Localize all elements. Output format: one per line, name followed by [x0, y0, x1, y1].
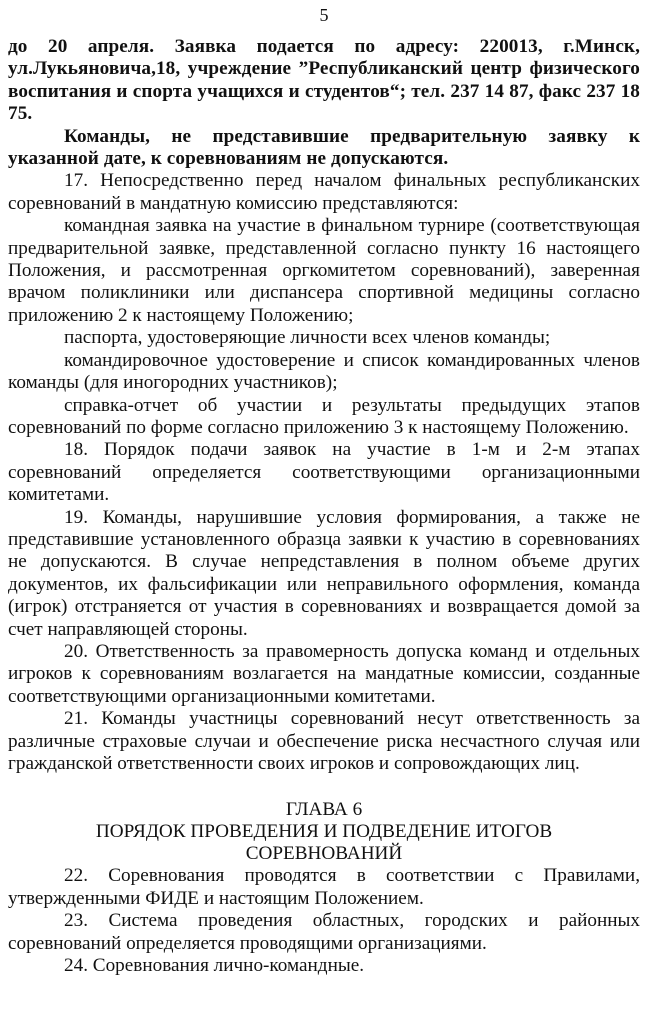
paragraph-17-item-travel-certificate: командировочное удостоверение и список командированных членов команды (для иногородних участников);: [8, 349, 640, 394]
chapter-title-line-1: ПОРЯДОК ПРОВЕДЕНИЯ И ПОДВЕДЕНИЕ ИТОГОВ: [95, 821, 553, 843]
lead-paragraph: до 20 апреля. Заявка подается по адресу: 220013, г.Минск, ул.Лукьяновича,18, учреждение ”Республиканский центр физического воспитания и спорта учащихся и студентов“; тел. 237 14 87, факс 237 18 75.: [8, 36, 640, 125]
chapter-number: ГЛАВА 6: [285, 799, 363, 821]
page-number: 5: [319, 5, 329, 25]
paragraph-23: 23. Система проведения областных, городских и районных соревнований определяется проводящими организациями.: [8, 910, 640, 954]
paragraph-22: 22. Соревнования проводятся в соответствии с Правилами, утвержденными ФИДЕ и настоящим Положением.: [8, 865, 640, 909]
paragraph-17: 17. Непосредственно перед началом финальных республиканских соревнований в мандатную комиссию представляются:: [8, 170, 640, 214]
paragraph-21: 21. Команды участницы соревнований несут ответственность за различные страховые случаи и обеспечение риска несчастного случая или гражданской ответственности своих игроков и сопровождающих лиц.: [8, 708, 640, 774]
paragraph-19: 19. Команды, нарушившие условия формирования, а также не представившие установленного образца заявки к участию в соревнованиях не допускаются. В случае непредставления в полном объеме других документов, их фальсификации или неправильного оформления, команда (игрок) отстраняется от участия в соревнованиях и возвращается домой за счет направляющей стороны.: [8, 506, 640, 640]
paragraph-20: 20. Ответственность за правомерность допуска команд и отдельных игроков к соревнованиям возлагается на мандатные комиссии, созданные соответствующими организационными комитетами.: [8, 640, 640, 707]
paragraph-17-item-passports: паспорта, удостоверяющие личности всех членов команды;: [64, 327, 551, 349]
paragraph-18: 18. Порядок подачи заявок на участие в 1-м и 2-м этапах соревнований определяется соответствующими организационными комитетами.: [8, 439, 640, 506]
chapter-title-line-2: СОРЕВНОВАНИЙ: [245, 843, 403, 865]
chapter-heading: [8, 799, 640, 865]
paragraph-17-item-application: командная заявка на участие в финальном турнире (соответствующая предварительной заявке, представленной согласно пункту 16 настоящего Положения, и рассмотренная оргкомитетом соревнований), заверенная врачом поликлиники или диспансера спортивной медицины согласно приложению 2 к настоящему Положению;: [8, 215, 640, 326]
warning-paragraph: Команды, не представившие предварительную заявку к указанной дате, к соревнованиям не допускаются.: [8, 125, 640, 170]
paragraph-17-item-report: справка-отчет об участии и результаты предыдущих этапов соревнований по форме согласно приложению 3 к настоящему Положению.: [8, 394, 640, 438]
paragraph-24: 24. Соревнования лично-командные.: [64, 955, 365, 977]
